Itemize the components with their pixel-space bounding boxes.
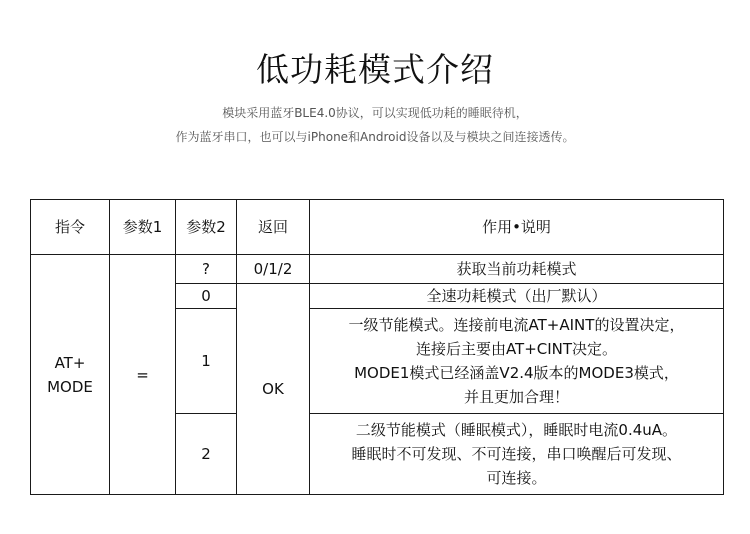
table-row (31, 255, 724, 284)
header-param1: 参数1 (110, 200, 176, 255)
description-line: MODE1模式已经涵盖V2.4版本的MODE3模式， (354, 364, 679, 382)
param1-cell: = (110, 255, 176, 495)
param2-cell: 0 (176, 284, 237, 309)
command-cell (31, 255, 110, 495)
description-line: 二级节能模式（睡眠模式），睡眠时电流0.4uA。 (355, 421, 678, 439)
description-line: 获取当前功耗模式 (456, 260, 577, 278)
command-line-1: AT+ (54, 353, 86, 372)
header-param2: 参数2 (176, 200, 237, 255)
description-cell (310, 255, 724, 284)
table-header-row (31, 200, 724, 255)
description-cell (310, 309, 724, 414)
description-line: 并且更加合理！ (463, 388, 569, 406)
description-line: 一级节能模式。连接前电流AT+AINT的设置决定， (348, 316, 685, 334)
subtitle-line-2: 作为蓝牙串口，也可以与iPhone和Android设备以及与模块之间连接透传。 (175, 130, 575, 144)
description-cell (310, 284, 724, 309)
header-command: 指令 (31, 200, 110, 255)
param2-cell: 2 (176, 414, 237, 495)
header-description: 作用•说明 (310, 200, 724, 255)
description-cell (310, 414, 724, 495)
param2-cell: ? (176, 255, 237, 284)
description-line: 可连接。 (486, 469, 547, 487)
at-mode-table (30, 199, 724, 495)
subtitle-line-1: 模块采用蓝牙BLE4.0协议，可以实现低功耗的睡眠待机， (222, 106, 528, 120)
param2-cell: 1 (176, 309, 237, 414)
page-title: 低功耗模式介绍 (256, 50, 494, 89)
command-line-2: MODE (47, 377, 93, 396)
description-line: 睡眠时不可发现、不可连接，串口唤醒后可发现、 (351, 445, 682, 463)
return-ok-cell: OK (237, 284, 310, 495)
description-line: 连接后主要由AT+CINT决定。 (415, 340, 618, 358)
return-cell: 0/1/2 (237, 255, 310, 284)
header-return: 返回 (237, 200, 310, 255)
description-line: 全速功耗模式（出厂默认） (426, 287, 607, 305)
